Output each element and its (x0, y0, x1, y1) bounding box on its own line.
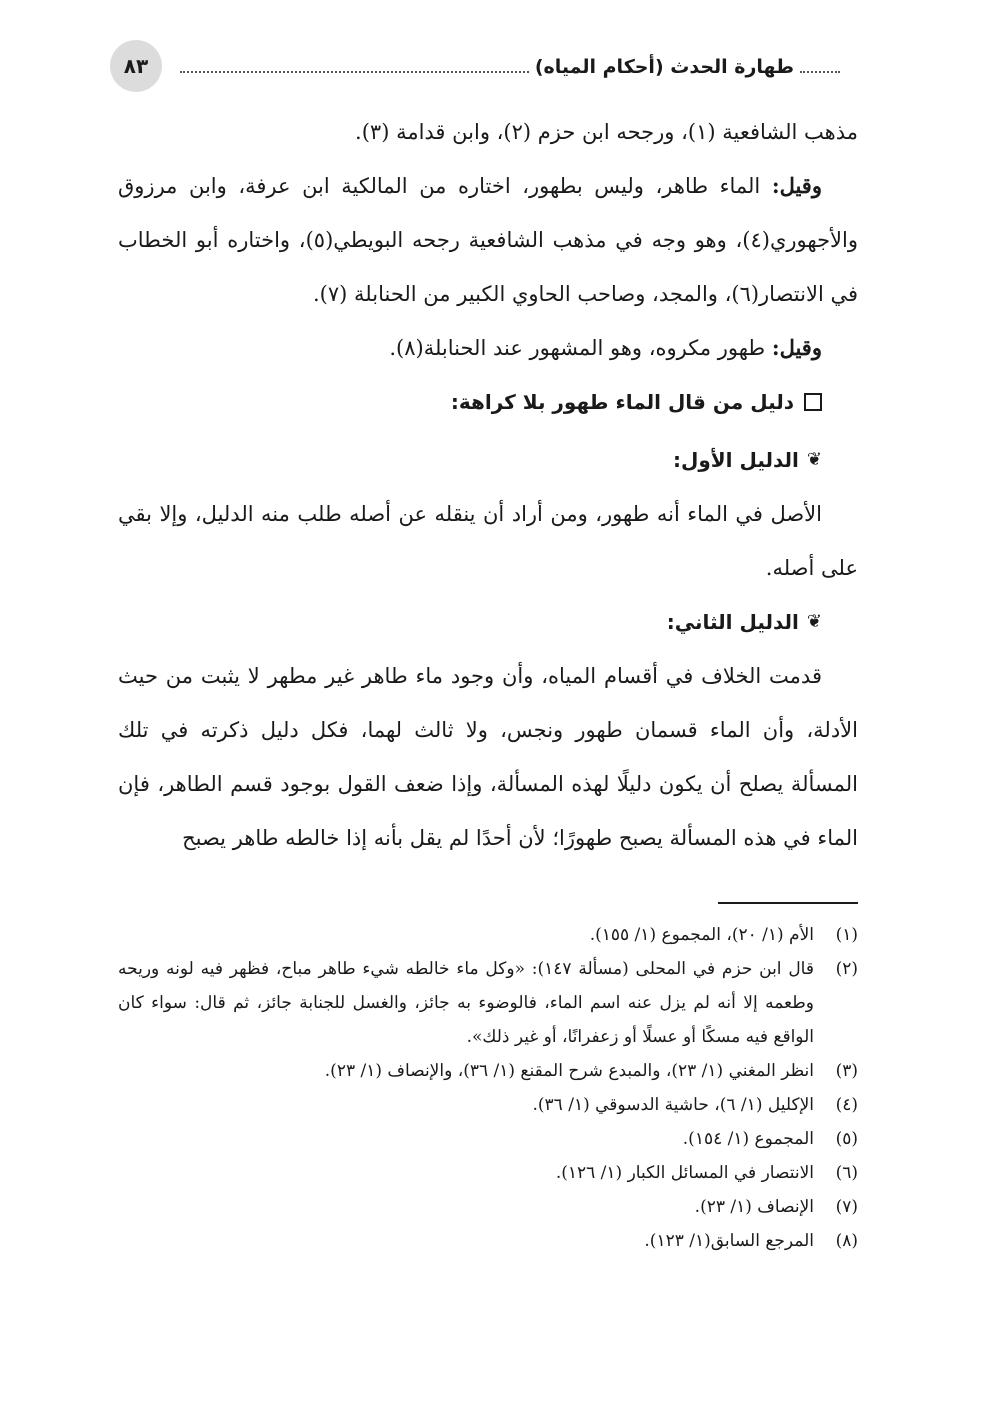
footnote-item (118, 1190, 858, 1224)
footnote-number: (٣) (835, 1061, 858, 1081)
page-number: ٨٣ (110, 40, 162, 92)
footnote-text: الإنصاف (١/ ٢٣). (694, 1197, 814, 1217)
footnote-text: الإكليل (١/ ٦)، حاشية الدسوقي (١/ ٣٦). (532, 1095, 814, 1115)
paragraph-1: مذهب الشافعية (١)، ورجحه ابن حزم (٢)، وابن قدامة (٣). (355, 120, 858, 144)
leaf-ornament-icon: ❦ (806, 449, 822, 470)
footnote-item (118, 1054, 858, 1088)
footnote-item (118, 952, 858, 1054)
footnote-number: (٥) (835, 1129, 858, 1149)
footnote-number: (٦) (835, 1163, 858, 1183)
footnote-number: (١) (835, 925, 858, 945)
evidence-1-paragraph: الأصل في الماء أنه طهور، ومن أراد أن ينقله عن أصله طلب منه الدليل، وإلا بقي على أصله. (118, 502, 858, 580)
footnote-text: المرجع السابق(١/ ١٢٣). (644, 1231, 814, 1251)
footnote-item (118, 1156, 858, 1190)
footnote-number: (٢) (835, 959, 858, 979)
footnote-separator (718, 902, 858, 904)
footnote-number: (٧) (835, 1197, 858, 1217)
footnote-text: الأم (١/ ٢٠)، المجموع (١/ ١٥٥). (589, 925, 814, 945)
evidence-1-heading (118, 433, 858, 487)
footnote-item (118, 1088, 858, 1122)
section-heading-text: دليل من قال الماء طهور بلا كراهة: (450, 390, 794, 414)
paragraph-3 (118, 321, 858, 375)
main-text (118, 105, 858, 865)
section-heading (118, 375, 858, 429)
paragraph-3-text: طهور مكروه، وهو المشهور عند الحنابلة(٨). (389, 336, 772, 360)
header-title-bar (180, 56, 840, 78)
chapter-title: طهارة الحدث (أحكام المياه) (534, 56, 794, 78)
footnote-item (118, 1224, 858, 1258)
paragraph-2-lead: وقيل: (771, 173, 822, 198)
leaf-ornament-icon: ❦ (806, 611, 822, 632)
footnote-number: (٤) (835, 1095, 858, 1115)
header-dots-right (800, 61, 840, 73)
running-header (110, 40, 860, 100)
paragraph-3-lead: وقيل: (771, 335, 822, 360)
footnote-text: الانتصار في المسائل الكبار (١/ ١٢٦). (555, 1163, 814, 1183)
footnote-item (118, 918, 858, 952)
evidence-2-paragraph: قدمت الخلاف في أقسام المياه، وأن وجود ماء طاهر غير مطهر لا يثبت من حيث الأدلة، وأن الماء قسمان طهور ونجس، ولا ثالث لهما، فكل دليل ذكرته في تلك المسألة يصلح أن يكون دليلًا لهذه المسألة، وإذا ضعف القول بوجود قسم الطاهر، فإن الماء في هذه المسألة يصبح طهورًا؛ لأن أحدًا لم يقل بأنه إذا خالطه طاهر يصبح (118, 664, 858, 850)
footnote-item (118, 1122, 858, 1156)
evidence-1-title: الدليل الأول: (672, 448, 799, 472)
footnotes (118, 918, 858, 1258)
header-dots-left (180, 61, 529, 73)
footnote-text: قال ابن حزم في المحلى (مسألة ١٤٧): «وكل ماء خالطه شيء طاهر مباح، فظهر فيه لونه وريحه وطعمه إلا أنه لم يزل عنه اسم الماء، فالوضوء به جائز، والغسل للجنابة جائز، ثم قال: سواء كان الواقع فيه مسكًا أو عسلًا أو زعفرانًا، أو غير ذلك». (118, 959, 814, 1047)
evidence-2-heading (118, 595, 858, 649)
evidence-2-title: الدليل الثاني: (666, 610, 799, 634)
footnote-text: المجموع (١/ ١٥٤). (682, 1129, 814, 1149)
footnote-text: انظر المغني (١/ ٢٣)، والمبدع شرح المقنع (١/ ٣٦)، والإنصاف (١/ ٢٣). (324, 1061, 814, 1081)
checkbox-icon (804, 393, 822, 411)
paragraph-2 (118, 159, 858, 321)
paragraph-2-text: الماء طاهر، وليس بطهور، اختاره من المالكية ابن عرفة، وابن مرزوق والأجهوري(٤)، وهو وجه في مذهب الشافعية رجحه البويطي(٥)، واختاره أبو الخطاب في الانتصار(٦)، والمجد، وصاحب الحاوي الكبير من الحنابلة (٧). (118, 174, 859, 306)
footnote-number: (٨) (835, 1231, 858, 1251)
